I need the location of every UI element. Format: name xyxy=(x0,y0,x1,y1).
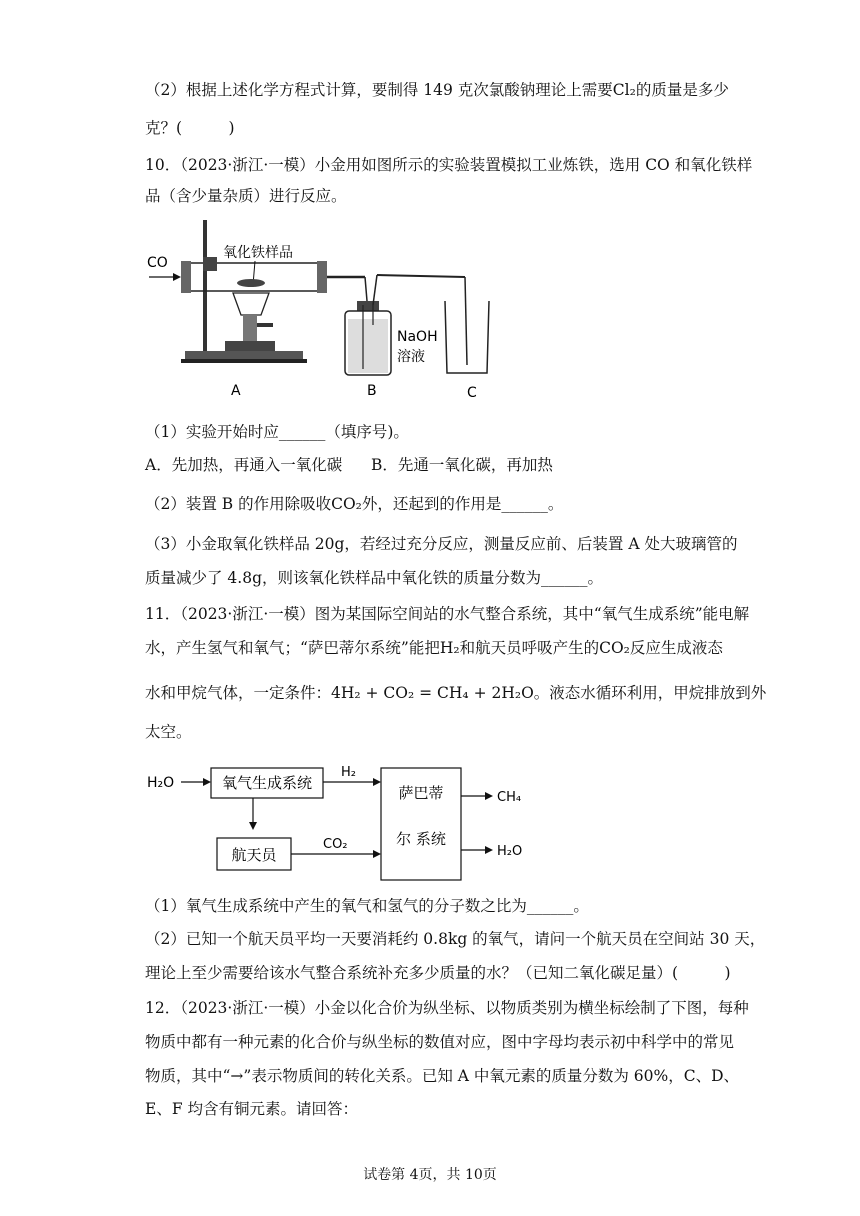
question-11-stem-line1: 11．（2023·浙江·一模）图为某国际空间站的水气整合系统，其中“氧气生成系统”能电解 xyxy=(145,605,750,623)
option-a: A．先加热，再通入一氧化碳 xyxy=(145,456,343,474)
option-b: B．先通一氧化碳，再加热 xyxy=(371,456,553,474)
sabatier-label-1: 萨巴蒂 xyxy=(398,784,444,802)
question-10-stem-line2: 品（含少量杂质）进行反应。 xyxy=(145,187,347,205)
label-b: B xyxy=(367,383,377,399)
page-footer: 试卷第 4页，共 10页 xyxy=(363,1167,497,1183)
h2o-input-label: H₂O xyxy=(147,775,175,791)
question-11-part2-line2: 理论上至少需要给该水气整合系统补充多少质量的水？（已知二氧化碳足量）( ) xyxy=(145,964,731,982)
question-10-part2: （2）装置 B 的作用除吸收CO₂外，还起到的作用是______。 xyxy=(145,495,564,513)
question-10-part3-line1: （3）小金取氧化铁样品 20g，若经过充分反应，测量反应前、后装置 A 处大玻璃管的 xyxy=(145,535,738,553)
question-12-stem-line2: 物质中都有一种元素的化合价与纵坐标的数值对应，图中字母均表示初中科学中的常见 xyxy=(145,1033,735,1051)
question-10-part3-line2: 质量减少了 4.8g，则该氧化铁样品中氧化铁的质量分数为______。 xyxy=(145,569,604,587)
apparatus-figure xyxy=(145,215,495,405)
solution-label: 溶液 xyxy=(397,349,425,365)
h2o-output-label: H₂O xyxy=(497,844,523,859)
sabatier-label-2: 尔 系统 xyxy=(396,830,446,848)
question-10-part1: （1）实验开始时应______（填序号)。 xyxy=(145,423,409,441)
oxygen-system-label: 氧气生成系统 xyxy=(221,774,313,792)
question-11-stem-line4: 太空。 xyxy=(145,723,192,741)
question-11-stem-line2: 水，产生氢气和氧气；“萨巴蒂尔系统”能把H₂和航天员呼吸产生的CO₂反应生成液态 xyxy=(145,639,723,657)
label-c: C xyxy=(467,385,477,401)
question-9-part2-line1: （2）根据上述化学方程式计算，要制得 149 克次氯酸钠理论上需要Cl₂的质量是多少 xyxy=(145,81,729,99)
question-9-part2-line2: 克？( ) xyxy=(145,119,235,137)
label-a: A xyxy=(231,383,241,399)
question-12-stem-line3: 物质，其中“→”表示物质间的转化关系。已知 A 中氧元素的质量分数为 60%，C、D、 xyxy=(145,1067,740,1085)
astronaut-label: 航天员 xyxy=(231,846,277,864)
question-12-stem-line4: E、F 均含有铜元素。请回答： xyxy=(145,1100,358,1118)
co2-label: CO₂ xyxy=(323,837,348,852)
water-gas-system-diagram xyxy=(145,760,545,885)
naoh-label: NaOH xyxy=(397,329,438,345)
ch4-label: CH₄ xyxy=(497,790,522,805)
co-label: CO xyxy=(147,255,168,271)
question-11-part1: （1）氧气生成系统中产生的氧气和氢气的分子数之比为______。 xyxy=(145,897,589,915)
question-12-stem-line1: 12．（2023·浙江·一模）小金以化合价为纵坐标、以物质类别为横坐标绘制了下图，每种 xyxy=(145,999,749,1017)
question-10-stem-line1: 10．（2023·浙江·一模）小金用如图所示的实验装置模拟工业炼铁，选用 CO 和氧化铁样 xyxy=(145,156,753,174)
sample-label: 氧化铁样品 xyxy=(223,245,293,261)
question-11-part2-line1: （2）已知一个航天员平均一天要消耗约 0.8kg 的氧气，请问一个航天员在空间站 30 天， xyxy=(145,930,766,948)
h2-label: H₂ xyxy=(341,765,356,780)
question-11-stem-line3: 水和甲烷气体，一定条件：4H₂ + CO₂ = CH₄ + 2H₂O。液态水循环利用，甲烷排放到外 xyxy=(145,684,767,702)
